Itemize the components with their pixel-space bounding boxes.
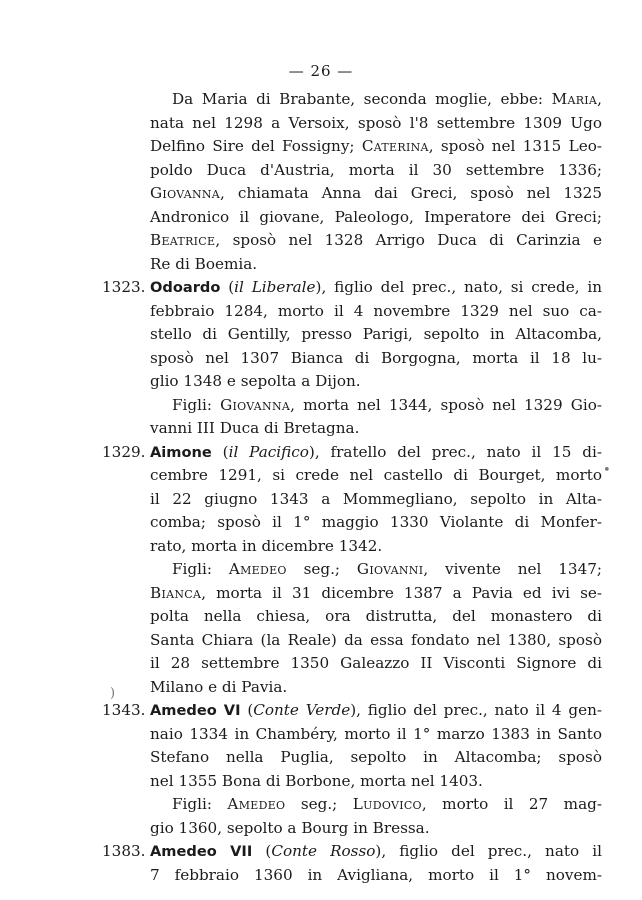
line-text (150, 770, 602, 794)
text-run: gio 1360, sepolto a Bourg in Bressa. (150, 818, 430, 837)
text-run: seg.; (285, 795, 353, 813)
text-run: ( (252, 842, 272, 860)
text-run: Da Maria di Brabante, seconda moglie, ebbe: (172, 90, 552, 108)
line-text (150, 676, 602, 700)
line-text (150, 370, 602, 394)
line-text (150, 417, 602, 441)
line-text (150, 300, 602, 324)
epithet: il Pacifico (228, 442, 309, 461)
entry-name: Aimone (150, 443, 212, 461)
epithet: Conte Verde (253, 701, 351, 719)
line-text (150, 605, 602, 629)
text-line (102, 441, 602, 465)
text-run: , morto il 27 mag- (421, 795, 602, 813)
entry-name: Amedeo VII (150, 843, 253, 860)
line-text (150, 582, 602, 606)
line-text (150, 817, 602, 841)
text-run: ( (240, 701, 254, 719)
text-run: glio 1348 e sepolta a Dijon. (150, 372, 361, 390)
text-run: Andronico il giovane, Paleologo, Imperatore dei Greci; (150, 207, 602, 226)
text-run: , sposò nel 1328 Arrigo Duca di Carinzia e (215, 231, 602, 249)
text-run: comba; sposò il 1° maggio 1330 Violante di Monfer- (150, 513, 602, 531)
text-run: Figli: (172, 795, 228, 813)
text-line (102, 417, 602, 441)
line-text (150, 159, 602, 183)
text-line (102, 652, 602, 676)
text-line (102, 253, 602, 277)
text-line (102, 323, 602, 347)
line-text (150, 488, 602, 512)
text-run: 7 febbraio 1360 in Avigliana, morto il 1° novem- (150, 865, 602, 884)
text-run: , (597, 90, 602, 108)
line-text (150, 112, 602, 136)
person-name: Ludovico (352, 795, 422, 813)
page-number: — 26 — (288, 62, 354, 80)
text-run: ), figlio del prec., nato, si crede, in (315, 278, 602, 296)
line-text (150, 441, 602, 465)
margin-dot: • (603, 463, 611, 478)
entry-year: 1383. (102, 842, 146, 860)
text-run: Figli: (172, 560, 229, 578)
text-line (102, 817, 602, 841)
text-line (102, 488, 602, 512)
line-text (150, 699, 602, 723)
text-line (102, 159, 602, 183)
text-run: Figli: (172, 395, 221, 414)
text-line (102, 229, 602, 253)
text-run: , morta il 31 dicembre 1387 a Pavia ed ivi se- (201, 583, 602, 602)
entry-year: 1329. (102, 442, 146, 461)
text-run: , chiamata Anna dai Greci, sposò nel 1325 (220, 184, 602, 202)
line-text (172, 793, 602, 817)
line-text (150, 229, 602, 253)
line-text (172, 394, 602, 418)
entry-name: Odoardo (150, 279, 221, 296)
text-line (102, 112, 602, 136)
line-text (150, 511, 602, 535)
person-name: Giovanni (356, 560, 424, 578)
text-run: ( (211, 442, 229, 461)
text-run: Santa Chiara (la Reale) da essa fondato nel 1380, sposò (150, 630, 602, 649)
text-run: seg.; (286, 560, 357, 578)
epithet: Conte Rosso (271, 842, 376, 860)
line-text (150, 182, 602, 206)
line-text (150, 840, 602, 864)
text-run: , morta nel 1344, sposò nel 1329 Gio- (290, 395, 602, 414)
text-run: ), fratello del prec., nato il 15 di- (308, 442, 602, 461)
line-text (150, 864, 602, 888)
text-run: cembre 1291, si crede nel castello di Bourget, morto (150, 466, 602, 484)
person-name: Beatrice (150, 231, 216, 249)
text-line (102, 793, 602, 817)
entry-year: 1323. (102, 278, 146, 296)
text-line (102, 723, 602, 747)
text-run: il 28 settembre 1350 Galeazzo II Visconti Signore di (150, 654, 602, 672)
text-run: vanni III Duca di Bretagna. (150, 419, 360, 437)
text-line (102, 629, 602, 653)
line-text (150, 135, 602, 159)
text-line (102, 347, 602, 371)
person-name: Amedeo (228, 560, 287, 578)
text-run: nel 1355 Bona di Borbone, morta nel 1403. (150, 771, 483, 790)
text-line (102, 770, 602, 794)
text-line (102, 746, 602, 770)
text-line (102, 300, 602, 324)
line-text (172, 558, 602, 582)
text-run: il 22 giugno 1343 a Mommegliano, sepolto in Alta- (150, 489, 602, 508)
text-line (102, 394, 602, 418)
text-run: sposò nel 1307 Bianca di Borgogna, morta il 18 lu- (150, 348, 602, 367)
text-line (102, 276, 602, 300)
text-run: poldo Duca d'Austria, morta il 30 settembre 1336; (150, 160, 602, 179)
text-line (102, 558, 602, 582)
person-name: Giovanna (220, 395, 291, 414)
line-text (150, 347, 602, 371)
text-run: Milano e di Pavia. (150, 677, 288, 696)
line-text (150, 746, 602, 770)
text-line (102, 88, 602, 112)
line-text (150, 629, 602, 653)
line-text (150, 535, 602, 559)
text-run: polta nella chiesa, ora distrutta, del monastero di (150, 607, 602, 625)
epithet: il Liberale (234, 278, 316, 296)
text-run: Re di Boemia. (150, 254, 258, 273)
text-line (102, 676, 602, 700)
text-run: , vivente nel 1347; (423, 560, 603, 578)
body-text (102, 88, 602, 887)
text-run: rato, morta in dicembre 1342. (150, 536, 383, 555)
text-run: Stefano nella Puglia, sepolto in Altacomba; sposò (150, 748, 602, 766)
line-text (150, 464, 602, 488)
text-run: naio 1334 in Chambéry, morto il 1° marzo 1383 in Santo (150, 724, 602, 743)
text-run: ), figlio del prec., nato il (375, 842, 602, 860)
text-run: nata nel 1298 a Versoix, sposò l'8 settembre 1309 Ugo (150, 113, 602, 132)
text-line (102, 699, 602, 723)
person-name: Bianca (150, 583, 202, 602)
person-name: Amedeo (227, 795, 286, 813)
text-line (102, 182, 602, 206)
person-name: Giovanna (150, 184, 221, 202)
text-line (102, 464, 602, 488)
line-text (150, 253, 602, 277)
entry-year: 1343. (102, 701, 146, 719)
line-text (150, 652, 602, 676)
line-text (172, 88, 602, 112)
person-name: Maria (551, 90, 598, 108)
text-line (102, 840, 602, 864)
text-line (102, 511, 602, 535)
line-text (150, 723, 602, 747)
line-text (150, 323, 602, 347)
text-line (102, 206, 602, 230)
text-line (102, 582, 602, 606)
text-run: , sposò nel 1315 Leo- (428, 137, 602, 155)
line-text (150, 206, 602, 230)
text-line (102, 370, 602, 394)
entry-name: Amedeo VI (150, 702, 241, 719)
text-line (102, 605, 602, 629)
text-line (102, 535, 602, 559)
text-line (102, 135, 602, 159)
text-run: stello di Gentilly, presso Parigi, sepolto in Altacomba, (150, 325, 602, 343)
text-run: ( (220, 278, 235, 296)
text-line (102, 864, 602, 888)
text-run: Delfino Sire del Fossigny; (150, 137, 362, 155)
person-name: Caterina (361, 137, 429, 155)
line-text (150, 276, 602, 300)
text-run: febbraio 1284, morto il 4 novembre 1329 nel suo ca- (150, 301, 602, 320)
margin-mark: ) (110, 686, 116, 701)
text-run: ), figlio del prec., nato il 4 gen- (350, 701, 602, 719)
